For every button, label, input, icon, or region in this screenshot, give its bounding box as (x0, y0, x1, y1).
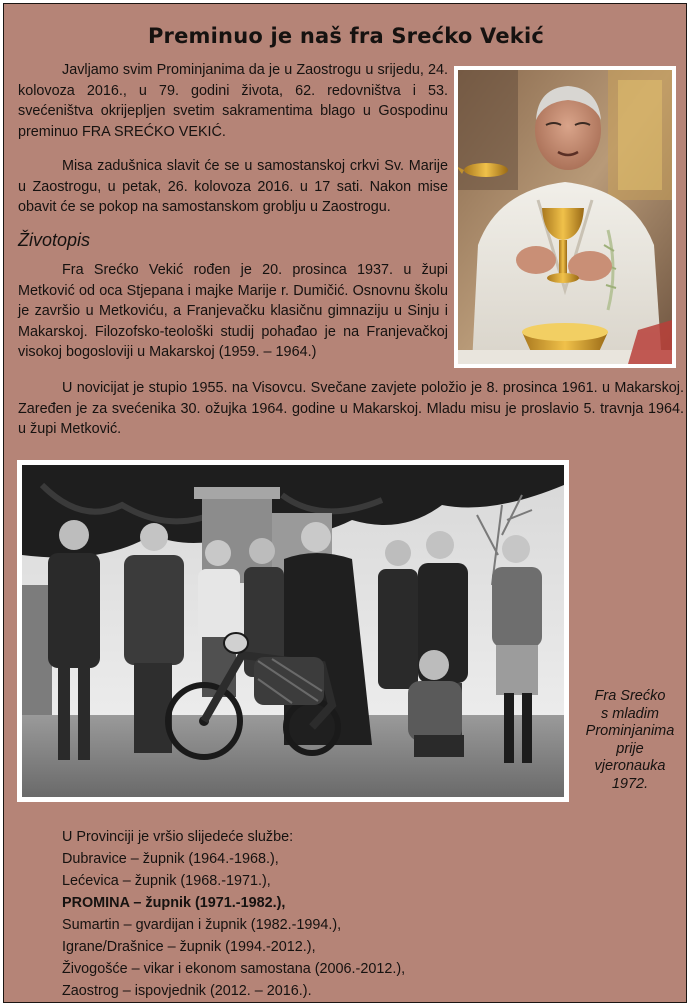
service-item-highlighted: PROMINA – župnik (1971.-1982.), (62, 895, 286, 911)
biography-block (18, 260, 448, 363)
group-photo-image (22, 465, 564, 797)
portrait-photo (454, 66, 676, 368)
caption-line: s mladim (600, 705, 659, 722)
biography-heading: Životopis (18, 230, 91, 250)
photo-caption (574, 688, 686, 793)
services-list (62, 826, 622, 1002)
newsletter-page (3, 3, 687, 1003)
services-intro: U Provinciji je vršio slijedeće službe: (62, 829, 294, 845)
intro-paragraph-1: Javljamo svim Prominjanima da je u Zaostrogu u srijedu, 24. kolovoza 2016., u 79. godini života, 62. redovništva i 53. svećeništva okrijepljen svetim sakramentima blago u Gospodinu preminuo FRA SREĆKO VEKIĆ. (18, 62, 448, 140)
intro-block-2 (18, 156, 448, 218)
intro-paragraph-2: Misa zadušnica slavit će se u samostanskoj crkvi Sv. Marije u Zaostrogu, u petak, 26. kolovoza 2016. u 17 sati. Nakon mise obavit će se pokop na samostanskom groblju u Zaostrogu. (18, 158, 448, 215)
biography-paragraph-1: Fra Srećko Vekić rođen je 20. prosinca 1937. u župi Metković od oca Stjepana i majke Marije r. Dumičić. Osnovnu školu je završio u Metkoviću, a Franjevačku klasičnu gimnaziju u Sinju i Makarskoj. Filozofsko-teološki studij pohađao je na Franjevačkoj visokoj bogosloviji u Makarskoj (1959. – 1964.) (18, 262, 448, 360)
portrait-photo-image (458, 70, 672, 364)
caption-line: vjeronauka (594, 758, 666, 774)
service-item: Dubravice – župnik (1964.-1968.), (62, 851, 279, 867)
caption-line: prije (616, 740, 644, 757)
service-item: Sumartin – gvardijan i župnik (1982.-1994.), (62, 917, 342, 933)
service-item: Lećevica – župnik (1968.-1971.), (62, 873, 271, 889)
caption-line: Fra Srećko (594, 688, 666, 704)
caption-line: Prominjanima (585, 723, 675, 739)
caption-line: 1972. (611, 775, 649, 792)
group-photo (17, 460, 569, 802)
biography-block-2 (18, 378, 684, 440)
service-item: Igrane/Drašnice – župnik (1994.-2012.), (62, 939, 316, 955)
article-title: Preminuo je naš fra Srećko Vekić (147, 24, 545, 48)
biography-paragraph-2: U novicijat je stupio 1955. na Visovcu. Svečane zavjete položio je 8. prosinca 1961. u Makarskoj. Zaređen je za svećenika 30. ožujka 1964. godine u Makarskoj. Mladu misu je proslavio 5. travnja 1964. u župi Metković. (18, 380, 684, 437)
service-item: Živogošće – vikar i ekonom samostana (2006.-2012.), (62, 961, 406, 977)
intro-block (18, 60, 448, 142)
service-item: Zaostrog – ispovjednik (2012. – 2016.). (62, 983, 312, 999)
